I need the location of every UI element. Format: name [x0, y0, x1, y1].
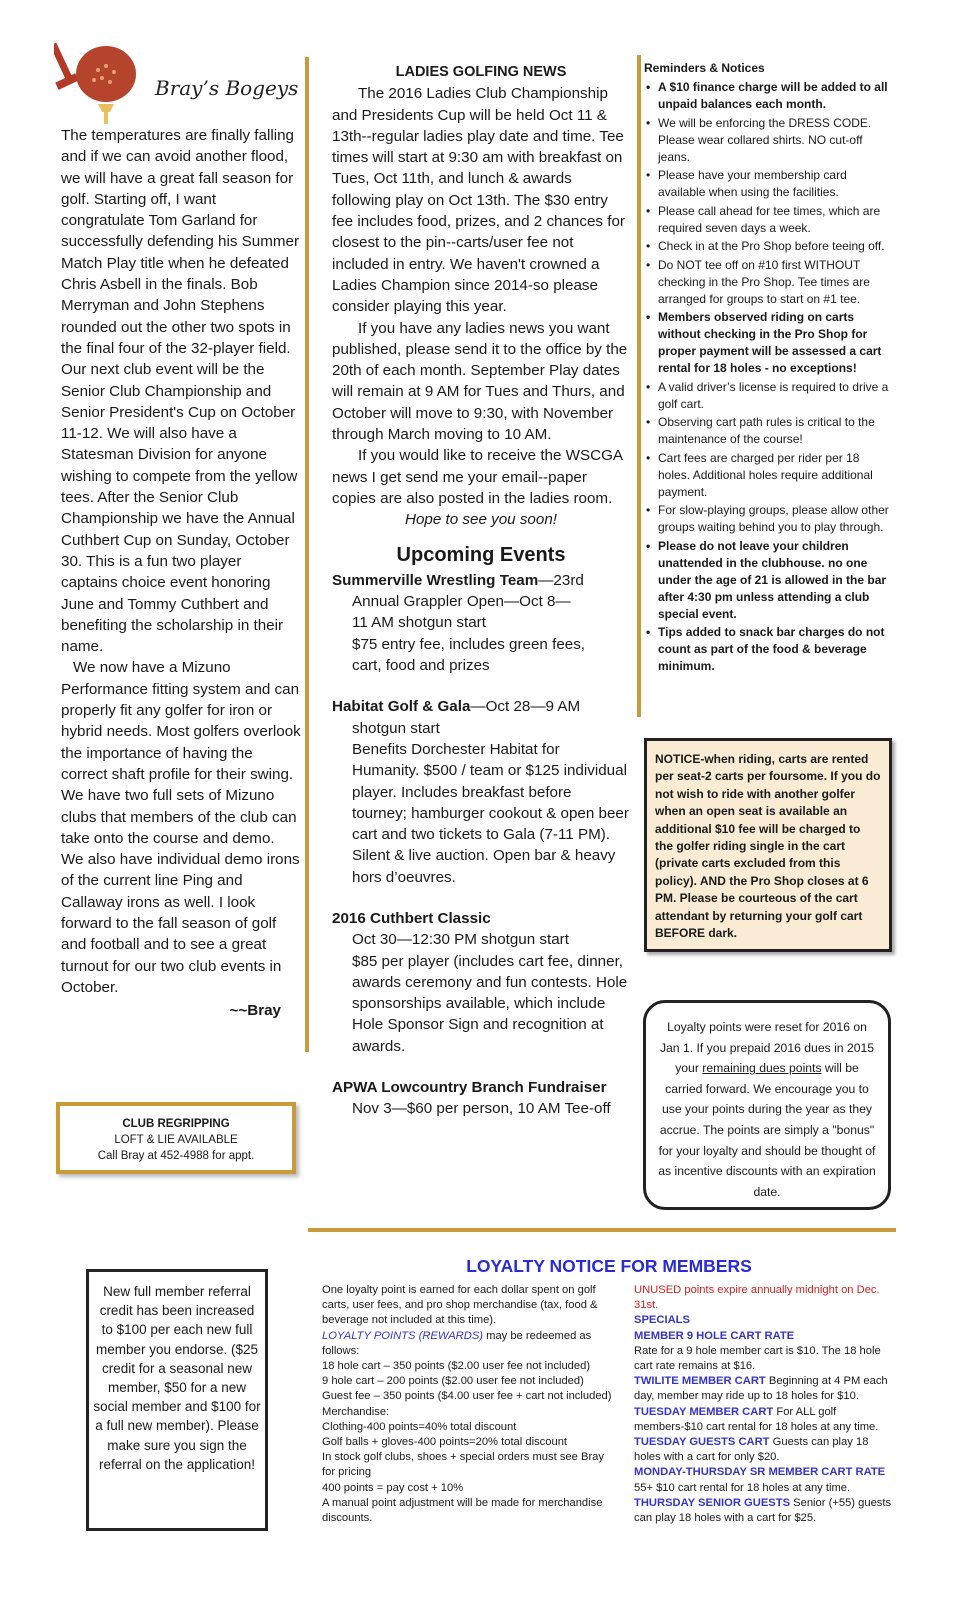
event-item [332, 908, 630, 1057]
reminder-item: • For slow-playing groups, please allow other groups waiting behind you to play through. [658, 502, 894, 536]
bray-signature: ~~Bray [229, 1002, 281, 1020]
section-divider [308, 1228, 896, 1232]
special-label: TUESDAY GUESTS CART [634, 1436, 770, 1449]
special-text: 55+ $10 cart rental for 18 holes at any time. [634, 1481, 851, 1494]
special-label: TWILITE MEMBER CART [634, 1375, 766, 1388]
redemption-line: A manual point adjustment will be made for merchandise discounts. [322, 1496, 603, 1525]
redemption-line: 400 points = pay cost + 10% [322, 1481, 464, 1494]
special-item [634, 1374, 896, 1404]
ladies-news-p2: If you have any ladies news you want published, please send it to the office by the 20th of each month. September Play dates will remain at 9 AM for Tues and Thurs, and October will move to 9:30, with November through March moving to 10 AM. [332, 319, 628, 444]
special-label: TUESDAY MEMBER CART [634, 1405, 774, 1418]
loyalty-points-after: may be redeemed as follows: [322, 1329, 592, 1357]
redemption-line: 18 hole cart – 350 points ($2.00 user fee not included) [322, 1360, 591, 1373]
special-text: Rate for a 9 hole member cart is $10. The 18 hole cart rate remains at $16. [634, 1344, 881, 1373]
special-label: MONDAY-THURSDAY SR MEMBER CART RATE [634, 1466, 886, 1479]
event-line: cart, food and prizes [352, 657, 490, 675]
event-line: Nov 3—$60 per person, 10 AM Tee-off [352, 1100, 611, 1118]
column-divider-right [637, 55, 641, 717]
ladies-news-p1: The 2016 Ladies Club Championship and Presidents Cup will be held Oct 11 & 13th--regular ladies play date and time. Tee times will start at 9:30 am with breakfast on Tues, Oct 11th, and lunch & awards following play on Oct 13th. The $30 entry fee includes food, prizes, and 2 chances for closest to the pin--carts/user fee not included in entry. We haven't crowned a Ladies Champion since 2014-so please consider playing this year. [332, 85, 625, 316]
special-item [634, 1405, 896, 1435]
event-line: 11 AM shotgun start [352, 614, 486, 632]
reminder-item: • Do NOT tee off on #10 first WITHOUT checking in the Pro Shop. Tee times are arranged for groups to start on #1 tee. [658, 257, 894, 308]
specials-label: SPECIALS [634, 1314, 690, 1327]
redemption-line: Clothing-400 points=40% total discount [322, 1420, 517, 1433]
redemption-line: Golf balls + gloves-400 points=20% total discount [322, 1436, 568, 1449]
reminder-item: • Members observed riding on carts without checking in the Pro Shop for proper payment will be assessed a cart rental for 18 holes - no exceptions! [658, 309, 894, 377]
redemption-line: In stock golf clubs, shoes + special orders must see Bray for pricing [322, 1451, 604, 1479]
loyalty-notice-title: LOYALTY NOTICE FOR MEMBERS [466, 1256, 752, 1276]
special-label: THURSDAY SENIOR GUESTS [634, 1496, 791, 1509]
logo-text: Bray’s Bogeys [155, 76, 299, 100]
reminder-item: • Please have your membership card available when using the facilities. [658, 167, 894, 201]
events-title: Upcoming Events [396, 543, 566, 566]
event-date: —Oct 28—9 AM [470, 698, 581, 716]
loyalty-redemption-list [322, 1359, 620, 1526]
reminder-item: • Observing cart path rules is critical to the maintenance of the course! [658, 414, 894, 448]
reminders-column [644, 60, 894, 677]
redemption-line: 9 hole cart – 200 points ($2.00 user fee not included) [322, 1375, 584, 1388]
special-text: For ALL golf members-$10 cart rental for 18 holes at any time. [634, 1405, 879, 1433]
event-line: Annual Grappler Open—Oct 8— [352, 593, 571, 611]
ladies-news-title: LADIES GOLFING NEWS [395, 64, 567, 80]
ladies-news-p3: If you would like to receive the WSCGA news I get send me your email--paper copies are also posted in the ladies room. [332, 447, 623, 507]
special-text: Beginning at 4 PM each day, member may ride up to 18 holes for $10. [634, 1375, 888, 1403]
reminder-item: • We will be enforcing the DRESS CODE. Please wear collared shirts. NO cut-off jeans. [658, 115, 894, 166]
special-item [634, 1496, 896, 1526]
event-line: shotgun start [352, 719, 440, 737]
bray-paragraph-2: We now have a Mizuno Performance fitting system and can properly fit any golfer for iron or hybrid needs. Most golfers overlook the importance of having the correct shaft profile for their swing. We have two full sets of Mizuno clubs that members of the club can take onto the course and demo. We also have individual demo irons of the current line Ping and Callaway irons as well. I look forward to the fall season of golf and football and to see a great turnout for our two club events in October. [61, 659, 301, 996]
loyalty-points-label: LOYALTY POINTS [322, 1329, 416, 1342]
regripping-title: CLUB REGRIPPING [122, 1118, 230, 1130]
event-date: —23rd [538, 571, 584, 589]
special-item [634, 1435, 896, 1465]
event-line: Benefits Dorchester Habitat for Humanity. $500 / team or $125 individual player. Includes breakfast before tourney; hamburger cookout & open beer cart and two tickets to Gala (7-11 PM). Silent & live auction. Open bar & heavy hors d’oeuvres. [352, 740, 629, 886]
loyalty-points-line [322, 1329, 620, 1359]
bray-column [61, 125, 301, 1021]
redemption-line: Guest fee – 350 points ($4.00 user fee + cart not included) [322, 1390, 612, 1403]
reminder-item: • Please do not leave your children unattended in the clubhouse. no one under the age of 21 is allowed in the bar after 4:30 pm unless attending a club special event. [658, 538, 894, 623]
ladies-news-column [332, 62, 630, 1120]
event-line: $75 entry fee, includes green fees, [352, 635, 586, 653]
special-item [634, 1465, 896, 1495]
reminder-item: • Please call ahead for tee times, which are required seven days a week. [658, 203, 894, 237]
loyalty-reset-underlined: remaining dues points [702, 1061, 822, 1076]
loyalty-reset-text: Loyalty points were reset for 2016 on Jan 1. If you prepaid 2016 dues in 2015 your [659, 1020, 875, 1076]
reminder-item: • Cart fees are charged per rider per 18 holes. Additional holes require additional payment. [658, 450, 894, 501]
loyalty-intro: One loyalty point is earned for each dollar spent on golf carts, user fees, and pro shop merchandise (tax, food & beverage not included at this time). [322, 1284, 598, 1327]
loyalty-reset-text-end: will be carried forward. We encourage you to use your points during the year as they accrue. The points are simply a "bonus" for your loyalty and should be thought of as incentive discounts with an expiration date. [658, 1061, 876, 1199]
cart-notice-box: NOTICE-when riding, carts are rented per seat-2 carts per foursome. If you do not wish to ride with another golfer when an open seat is available an additional $10 fee will be charged to the golfer riding single in the cart (private carts excluded from this policy). AND the Pro Shop closes at 6 PM. Please be courteous of the cart attendant by returning your golf cart BEFORE dark. [644, 738, 892, 952]
special-text: Senior (+55) guests can play 18 holes with a cart for $25. [634, 1496, 892, 1525]
special-text: Guests can play 18 holes with a cart for only $20. [634, 1436, 869, 1464]
event-line: Oct 30—12:30 PM shotgun start [352, 931, 569, 949]
column-divider-left [305, 57, 309, 1052]
event-name: 2016 Cuthbert Classic [332, 909, 491, 927]
event-name: Summerville Wrestling Team [332, 571, 539, 589]
regripping-line3: Call Bray at 452-4988 for appt. [97, 1150, 255, 1162]
reminder-item: • A valid driver’s license is required to drive a golf cart. [658, 379, 894, 413]
unused-points-note: UNUSED points expire annually midnight on Dec. 31st. [634, 1284, 880, 1312]
redemption-line: Merchandise: [322, 1405, 390, 1418]
reminder-item: • Tips added to snack bar charges do not count as part of the food & beverage minimum. [658, 624, 894, 675]
special-label: MEMBER 9 HOLE CART RATE [634, 1329, 795, 1342]
loyalty-reset-box [643, 1000, 891, 1210]
reminder-item: • A $10 finance charge will be added to all unpaid balances each month. [658, 79, 894, 113]
event-name: Habitat Golf & Gala [332, 698, 471, 716]
bray-paragraph-1: The temperatures are finally falling and if we can avoid another flood, we will have a great fall season for golf. Starting off, I want congratulate Tom Garland for successfully defending his Summer Match Play title when he defeated Chris Asbell in the finals. Bob Merryman and John Stephens rounded out the other two spots in the final four of the 32-player field. Our next club event will be the Senior Club Championship and Senior President's Cup on October 11-12. We will also have a Statesman Division for anyone wishing to compete from the yellow tees. After the Senior Club Championship we have the Annual Cuthbert Cup on Sunday, October 30. This is a fun two player captains choice event honoring June and Tommy Cuthbert and benefiting the scholarship in their name. [61, 127, 300, 656]
reminders-list [644, 79, 894, 675]
loyalty-notice-left [322, 1283, 620, 1526]
referral-box: New full member referral credit has been increased to $100 per each new full member you endorse. ($25 credit for a seasonal new member, $50 for a new social member and $100 for a full new member). Please make sure you sign the referral on the application! [86, 1269, 268, 1531]
event-item [332, 570, 630, 676]
regripping-box [56, 1102, 296, 1174]
event-line: $85 per player (includes cart fee, dinner, awards ceremony and fun contests. Hole sponsorships available, which include Hole Sponsor Sign and recognition at awards. [352, 952, 628, 1055]
loyalty-rewards-label: (REWARDS) [418, 1329, 484, 1342]
event-item [332, 696, 630, 888]
ladies-news-closing: Hope to see you soon! [405, 511, 557, 529]
event-name: APWA Lowcountry Branch Fundraiser [332, 1079, 607, 1097]
loyalty-notice-right [634, 1283, 896, 1526]
reminder-item: • Check in at the Pro Shop before teeing off. [658, 238, 894, 255]
regripping-line2: LOFT & LIE AVAILABLE [114, 1134, 238, 1146]
reminders-title: Reminders & Notices [644, 61, 765, 75]
event-item [332, 1077, 630, 1120]
